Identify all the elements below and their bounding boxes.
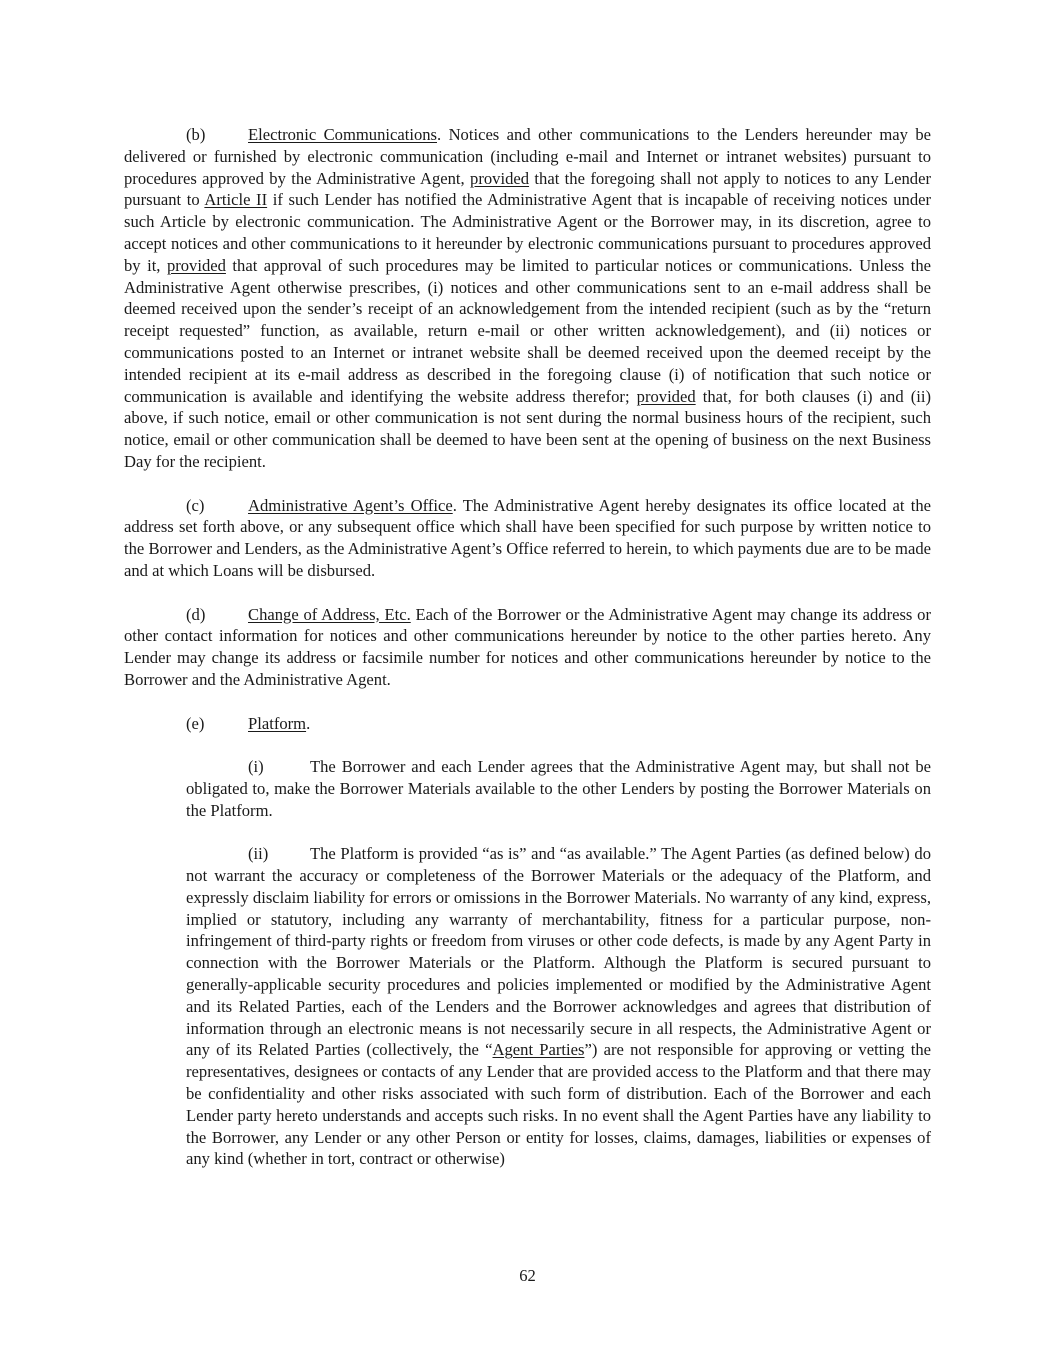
section-b-text-2: that the foregoing shall not apply to notices to any Lender pursuant to [124, 168, 931, 210]
subsection-i-paragraph [186, 756, 931, 821]
section-d-heading: Change of Address, Etc. [248, 604, 411, 624]
provided-term-1: provided [470, 168, 530, 188]
section-c-paragraph [124, 495, 931, 582]
section-b-text-5: that, for both clauses (i) and (ii) above, if such notice, email or other communication is not sent during the normal business hours of the recipient, such notice, email or other communication shall be deemed to have been sent at the opening of business on the next Business Day for the recipient. [124, 386, 932, 471]
section-c-heading: Administrative Agent’s Office [248, 495, 453, 515]
section-b-text-4: that approval of such procedures may be limited to particular notices or communications. Unless the Administrative Agent otherwise prescribes, (i) notices and other communications sent to an e-mail address shall be deemed received upon the sender’s receipt of an acknowledgement from the intended recipient (such as by the “return receipt requested” function, as available, return e-mail or other written acknowledgement), and (ii) notices or communications posted to an Internet or intranet website shall be deemed received upon the deemed receipt by the intended recipient at its e-mail address as described in the foregoing clause (i) of notification that such notice or communication is available and identifying the website address therefor; [124, 255, 931, 406]
section-d-paragraph [124, 604, 931, 691]
section-b-text-3: if such Lender has notified the Administrative Agent that is incapable of receiving notices under such Article by electronic communication. The Administrative Agent or the Borrower may, in its discretion, agree to accept notices and other communications to it hereunder by electronic communications pursuant to procedures approved by it, [124, 190, 932, 275]
document-page [124, 124, 931, 1192]
provided-term-2: provided [166, 255, 226, 275]
agent-parties-term: Agent Parties [492, 1040, 585, 1060]
section-b-heading: Electronic Communications [248, 125, 437, 144]
subsection-ii-text-2: ”) are not responsible for approving or vetting the representatives, designees or contacts of any Lender that are provided access to the Platform and that there may be confidentiality and other risks associated with such form of distribution. Each of the Borrower and each Lender party hereto understands and accepts such risks. In no event shall the Agent Parties have any liability to the Borrower, any Lender or any other Person or entity for losses, claims, damages, liabilities or expenses of any kind (whether in tort, contract or otherwise) [186, 1040, 932, 1169]
section-c-text: . The Administrative Agent hereby designates its office located at the address set forth above, or any subsequent office which shall have been specified for such purpose by written notice to the Borrower and Lenders, as the Administrative Agent’s Office referred to herein, to which payments due are to be made and at which Loans will be disbursed. [124, 495, 931, 580]
section-b-text-1: . Notices and other communications to the Lenders hereunder may be delivered or furnished by electronic communication (including e-mail and Internet or intranet websites) pursuant to procedures approved by the Administrative Agent, [124, 125, 932, 188]
section-b-paragraph [124, 124, 931, 473]
section-e-label: (e) [186, 713, 205, 733]
section-d-text: Each of the Borrower or the Administrative Agent may change its address or other contact information for notices and other communications hereunder by notice to the other parties hereto. Any Lender may change its address or facsimile number for notices and other communications hereunder by notice to the Borrower and the Administrative Agent. [124, 604, 931, 689]
section-b-label: (b) [186, 125, 206, 144]
section-e-heading: Platform [248, 713, 307, 733]
section-e-paragraph [124, 713, 931, 735]
section-d-label: (d) [186, 604, 206, 624]
article-ii-reference: Article II [204, 190, 268, 210]
subsection-ii-text-1: The Platform is provided “as is” and “as available.” The Agent Parties (as defined below) do not warrant the accuracy or completeness of the Borrower Materials or the adequacy of the Platform, and expressly disclaim liability for errors or omissions in the Borrower Materials. No warranty of any kind, express, implied or statutory, including any warranty of merchantability, fitness for a particular purpose, non-infringement of third-party rights or freedom from viruses or other code defects, is made by any Agent Party in connection with the Borrower Materials or the Platform. Although the Platform is secured pursuant to generally-applicable security procedures and policies implemented or modified by the Administrative Agent and its Related Parties, each of the Lenders and the Borrower acknowledges and agrees that distribution of information through an electronic means is not necessarily secure in all respects, the Administrative Agent or any of its Related Parties (collectively, the “ [186, 844, 931, 1060]
subsection-ii-paragraph [186, 843, 931, 1170]
provided-term-3: provided [636, 386, 696, 406]
section-c-label: (c) [186, 495, 205, 515]
page-number: 62 [519, 1266, 536, 1285]
subsection-i-text: The Borrower and each Lender agrees that the Administrative Agent may, but shall not be obligated to, make the Borrower Materials available to the other Lenders by posting the Borrower Materials on the Platform. [186, 757, 931, 820]
section-e-text: . [306, 713, 311, 733]
subsection-ii-label: (ii) [248, 844, 269, 864]
subsection-i-label: (i) [248, 757, 264, 777]
